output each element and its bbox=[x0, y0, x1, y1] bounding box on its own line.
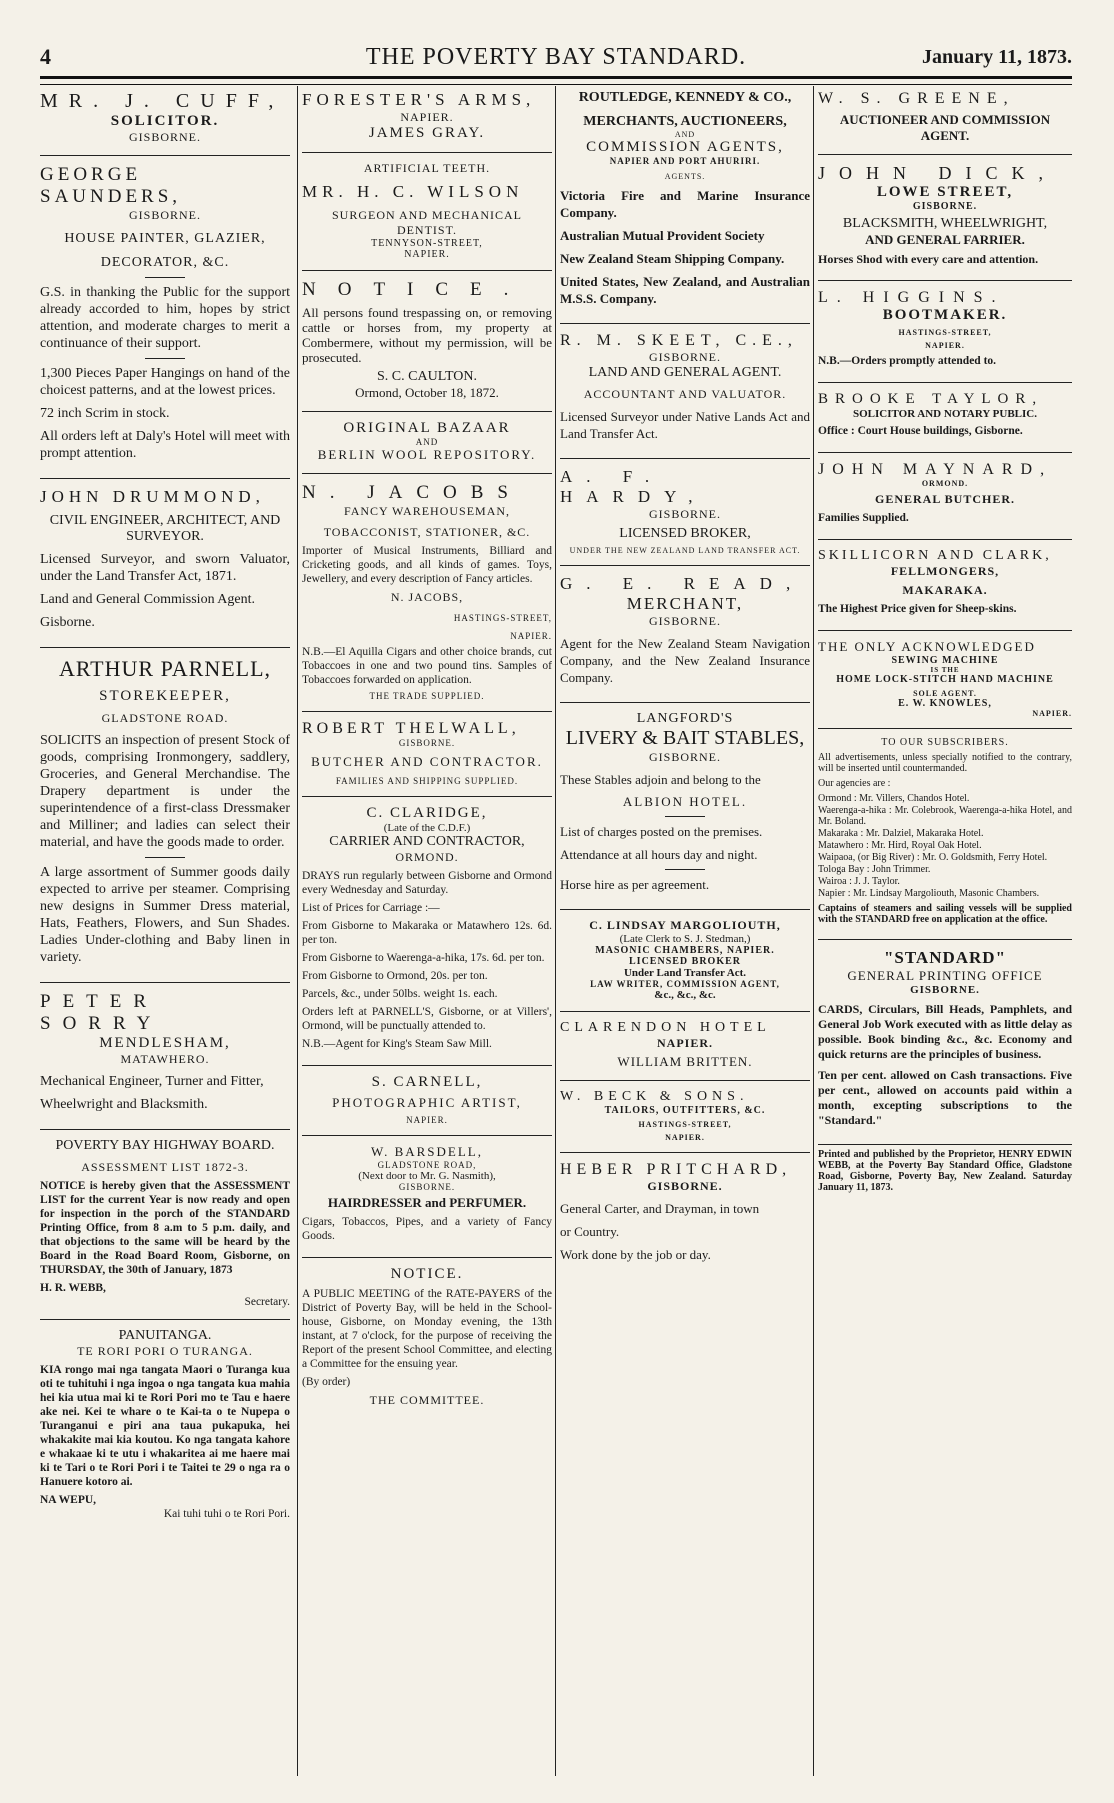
ad-street: HASTINGS-STREET, bbox=[898, 328, 992, 337]
ad-text: Agent for the New Zealand Steam Navigation Company, and the New Zealand Insurance Company. bbox=[560, 636, 810, 685]
ad-place: GLADSTONE ROAD. bbox=[101, 711, 229, 725]
ad-street: GLADSTONE ROAD, bbox=[377, 1160, 477, 1170]
ad-place: NAPIER. bbox=[400, 110, 454, 124]
ad-place: NAPIER. bbox=[510, 631, 552, 641]
ad-place: NAPIER. bbox=[656, 1036, 713, 1050]
ad-place: GISBORNE. bbox=[648, 350, 721, 364]
ad-place: GISBORNE. bbox=[648, 507, 721, 521]
column-4 bbox=[818, 86, 1072, 1776]
ad-text: SEWING MACHINE bbox=[891, 655, 999, 666]
ad-place: NAPIER. bbox=[1032, 709, 1072, 718]
ad-signer: H. R. WEBB, bbox=[40, 1282, 106, 1294]
advertiser-name: MR. J. CUFF, bbox=[40, 90, 285, 112]
advertiser-name: FORESTER'S ARMS, bbox=[302, 90, 536, 109]
advertiser-name: BROOKE TAYLOR, bbox=[818, 391, 1044, 407]
ad-note: (Next door to Mr. G. Nasmith), bbox=[358, 1170, 496, 1182]
agency-entry: Wairoa : J. J. Taylor. bbox=[818, 876, 900, 887]
ad-hardy bbox=[560, 463, 810, 561]
ad-beck bbox=[560, 1085, 810, 1148]
ad-heading: ORIGINAL BAZAAR bbox=[343, 420, 511, 436]
ad-role: SOLICITOR. bbox=[110, 113, 220, 129]
ad-signer: THE COMMITTEE. bbox=[369, 1393, 485, 1407]
ad-place: GISBORNE. bbox=[128, 208, 201, 222]
ad-subheading: ASSESSMENT LIST 1872-3. bbox=[81, 1160, 249, 1174]
ad-text: 72 inch Scrim in stock. bbox=[40, 406, 170, 421]
ad-trade: HAIRDRESSER and PERFUMER. bbox=[327, 1195, 527, 1210]
ad-role: MERCHANT, bbox=[626, 594, 744, 613]
ad-text: SOLE AGENT. bbox=[913, 689, 977, 698]
ad-text: G.S. in thanking the Public for the support already accorded to him, hopes by strict attention, and moderate charges to merit a continuance of their support. bbox=[40, 285, 290, 351]
ad-note: THE TRADE SUPPLIED. bbox=[369, 691, 485, 701]
ad-role: TOBACCONIST, STATIONER, &C. bbox=[323, 525, 531, 539]
ad-text: IS THE bbox=[930, 666, 960, 674]
ad-signer: N. JACOBS, bbox=[390, 590, 464, 604]
ad-role: MERCHANTS, AUCTIONEERS, bbox=[583, 114, 787, 129]
ad-office: MASONIC CHAMBERS, NAPIER. bbox=[595, 945, 775, 956]
advertiser-name: JOHN MAYNARD, bbox=[818, 461, 1053, 478]
advertiser-name: W. BARSDELL, bbox=[371, 1144, 483, 1159]
ad-place: NAPIER. bbox=[925, 341, 965, 350]
ad-place: NAPIER. bbox=[404, 249, 450, 260]
ad-taylor bbox=[818, 387, 1072, 448]
ad-note: (By order) bbox=[302, 1376, 351, 1388]
ad-clarendon bbox=[560, 1016, 810, 1076]
advertiser-name: A. F. HARDY, bbox=[560, 467, 707, 506]
ad-role: FELLMONGERS, bbox=[890, 564, 1000, 578]
ad-heading: GENERAL PRINTING OFFICE bbox=[847, 968, 1043, 983]
notice-subscribers bbox=[818, 733, 1072, 935]
ad-role: ACCOUNTANT AND VALUATOR. bbox=[583, 387, 787, 401]
ad-note: The Highest Price given for Sheep-skins. bbox=[818, 603, 1017, 615]
ad-text: A PUBLIC MEETING of the RATE-PAYERS of the District of Poverty Bay, will be held in the School-house, Gisborne, on Monday evening, the 13th instant, at 7 o'clock, for the purpose of receiving the Report of the present School Committee, and electing a Committee for the ensuing year. bbox=[302, 1288, 552, 1370]
advertiser-name: LANGFORD'S bbox=[636, 711, 734, 726]
ad-note: Under Land Transfer Act. bbox=[623, 967, 747, 979]
column-divider bbox=[813, 86, 814, 1776]
ad-heading: "STANDARD" bbox=[883, 948, 1007, 967]
agency-entry: Ormond : Mr. Villers, Chandos Hotel. bbox=[818, 793, 970, 804]
ad-text: Licensed Surveyor under Native Lands Act and Land Transfer Act. bbox=[560, 409, 810, 441]
ad-heading: LIVERY & BAIT STABLES, bbox=[565, 727, 805, 749]
ad-cuff bbox=[40, 86, 290, 151]
ad-note: (Late of the C.D.F.) bbox=[383, 822, 471, 834]
advertiser-name: R. M. SKEET, C.E., bbox=[560, 332, 798, 349]
advertiser-name: HEBER PRITCHARD, bbox=[560, 1161, 792, 1178]
ad-text: Work done by the job or day. bbox=[560, 1247, 711, 1262]
advertiser-name: ROUTLEDGE, KENNEDY & CO., bbox=[578, 90, 792, 105]
ad-heading: BERLIN WOOL REPOSITORY. bbox=[317, 447, 537, 462]
ad-jacobs bbox=[302, 478, 552, 707]
ad-text: All orders left at Daly's Hotel will meet with prompt attention. bbox=[40, 429, 290, 461]
ad-and: AND bbox=[674, 130, 696, 139]
ad-price: From Gisborne to Waerenga-a-hika, 17s. 6d. per ton. bbox=[302, 952, 545, 964]
advertiser-name: C. CLARIDGE, bbox=[366, 805, 488, 821]
ad-text: Ten per cent. allowed on Cash transactions. Five per cent., allowed on accounts paid within a month, excepting subscriptions to the "Standard." bbox=[818, 1068, 1072, 1127]
ad-note: &c., &c., &c. bbox=[654, 989, 716, 1001]
ad-saunders bbox=[40, 160, 290, 474]
ad-drummond bbox=[40, 483, 290, 643]
printer-imprint: Printed and published by the Proprietor, HENRY EDWIN WEBB, at the Poverty Bay Standard Office, Gladstone Road, Gisborne, Poverty Bay, New Zealand. Saturday January 11, 1873. bbox=[818, 1149, 1072, 1193]
ad-street: HASTINGS-STREET, bbox=[453, 613, 552, 623]
ad-role: LAW WRITER, COMMISSION AGENT, bbox=[590, 979, 780, 989]
ad-maynard bbox=[818, 457, 1072, 535]
ad-heading: AGENTS. bbox=[664, 172, 706, 181]
ad-text: Gisborne. bbox=[40, 615, 95, 630]
ad-role: BOOTMAKER. bbox=[882, 307, 1008, 323]
column-2 bbox=[302, 86, 552, 1776]
agency-entry: Makaraka : Mr. Dalziel, Makaraka Hotel. bbox=[818, 828, 984, 839]
ad-barsdell bbox=[302, 1140, 552, 1253]
ad-role: COMMISSION AGENTS, bbox=[586, 139, 784, 155]
ad-role: GENERAL BUTCHER. bbox=[874, 492, 1016, 506]
ad-caulton-notice bbox=[302, 275, 552, 407]
agency-entry: Matawhero : Mr. Hird, Royal Oak Hotel. bbox=[818, 840, 982, 851]
ad-text: Our agencies are : bbox=[818, 778, 891, 789]
ad-heading: PANUITANGA. bbox=[118, 1328, 212, 1343]
advertiser-name: ROBERT THELWALL, bbox=[302, 720, 520, 737]
ad-text: HOME LOCK-STITCH HAND MACHINE bbox=[836, 674, 1054, 685]
ad-role: AND GENERAL FARRIER. bbox=[865, 232, 1025, 247]
ad-role: AUCTIONEER AND COMMISSION bbox=[839, 112, 1051, 127]
masthead bbox=[40, 38, 1072, 78]
ad-role: STOREKEEPER, bbox=[99, 688, 231, 704]
ad-margoliouth bbox=[560, 914, 810, 1007]
ad-place: GISBORNE. bbox=[912, 201, 978, 212]
ad-role: LICENSED BROKER bbox=[629, 956, 741, 967]
ad-text: N.B.—El Aquilla Cigars and other choice brands, cut Tobaccoes in one and two pound tins. Samples of Tobaccoes forwarded on application. bbox=[302, 646, 552, 686]
ad-note: Families Supplied. bbox=[818, 512, 909, 524]
ad-signer: NA WEPU, bbox=[40, 1494, 97, 1506]
ad-trade: HOUSE PAINTER, GLAZIER, bbox=[64, 231, 266, 246]
ad-parnell bbox=[40, 652, 290, 978]
ad-place: NAPIER. bbox=[665, 1133, 705, 1142]
ad-text: N.B.—Agent for King's Steam Saw Mill. bbox=[302, 1038, 492, 1050]
ad-note: N.B.—Orders promptly attended to. bbox=[818, 355, 997, 367]
agency-entry: Waerenga-a-hika : Mr. Colebrook, Waerenga-a-hika Hotel, and Mr. Boland. bbox=[818, 805, 1072, 827]
ad-text: List of charges posted on the premises. bbox=[560, 824, 763, 839]
ad-street: TENNYSON-STREET, bbox=[371, 238, 483, 249]
ad-price: Parcels, &c., under 50lbs. weight 1s. each. bbox=[302, 988, 498, 1000]
ad-heading: ARTIFICIAL TEETH. bbox=[363, 161, 491, 175]
ad-highway-board bbox=[40, 1134, 290, 1315]
ad-agency: United States, New Zealand, and Australian M.S.S. Company. bbox=[560, 274, 810, 306]
ad-price: From Gisborne to Makaraka or Matawhero 12s. 6d. per ton. bbox=[302, 920, 552, 946]
advertiser-name: W. S. GREENE, bbox=[818, 90, 1015, 107]
agency-entry: Napier : Mr. Lindsay Margoliouth, Masonic Chambers. bbox=[818, 888, 1040, 899]
ad-carnell bbox=[302, 1070, 552, 1131]
advertiser-name: N. JACOBS bbox=[302, 482, 522, 503]
ad-proprietor: WILLIAM BRITTEN. bbox=[617, 1054, 753, 1069]
ad-foresters-arms bbox=[302, 86, 552, 148]
ad-panuitanga bbox=[40, 1324, 290, 1527]
advertiser-name: JOHN DICK, bbox=[818, 163, 1057, 183]
ad-place: ORMOND. bbox=[921, 479, 969, 488]
ad-and: AND bbox=[415, 437, 439, 447]
ad-place: GISBORNE. bbox=[648, 750, 721, 764]
ad-agency: Victoria Fire and Marine Insurance Company. bbox=[560, 188, 810, 220]
ad-place: GISBORNE. bbox=[647, 1179, 723, 1193]
issue-date: January 11, 1873. bbox=[921, 46, 1072, 68]
ad-role: TAILORS, OUTFITTERS, &C. bbox=[604, 1105, 766, 1116]
page-title: THE POVERTY BAY STANDARD. bbox=[365, 44, 747, 70]
agency-entry: Waipaoa, (or Big River) : Mr. O. Goldsmith, Ferry Hotel. bbox=[818, 852, 1048, 863]
ad-place: ORMOND. bbox=[395, 850, 459, 864]
ad-text: These Stables adjoin and belong to the bbox=[560, 772, 761, 787]
ad-text: All advertisements, unless specially notified to the contrary, will be inserted until countermanded. bbox=[818, 752, 1072, 774]
page-number: 4 bbox=[40, 44, 51, 69]
advertiser-name: S. CARNELL, bbox=[371, 1074, 483, 1090]
ad-text: Wheelwright and Blacksmith. bbox=[40, 1097, 208, 1112]
ad-proprietor: JAMES GRAY. bbox=[368, 125, 486, 141]
ad-text: General Carter, and Drayman, in town bbox=[560, 1201, 760, 1216]
ad-text: Captains of steamers and sailing vessels will be supplied with the STANDARD free on application at the office. bbox=[818, 903, 1072, 925]
ad-text: Horses Shod with every care and attention. bbox=[818, 252, 1039, 266]
ad-role: PHOTOGRAPHIC ARTIST, bbox=[332, 1095, 522, 1110]
advertiser-name: MR. H. C. WILSON bbox=[302, 182, 524, 201]
ad-heading: NOTICE. bbox=[302, 279, 531, 300]
ad-agency: New Zealand Steam Shipping Company. bbox=[560, 251, 785, 266]
ad-signer: E. W. KNOWLES, bbox=[898, 698, 992, 709]
ad-text: All persons found trespassing on, or removing cattle or horses from, my property at Combermere, without my permission, will be prosecuted. bbox=[302, 305, 552, 365]
ad-text: Mechanical Engineer, Turner and Fitter, bbox=[40, 1074, 264, 1089]
agency-entry: Tologa Bay : John Trimmer. bbox=[818, 864, 931, 875]
advertiser-name: SKILLICORN AND CLARK, bbox=[818, 548, 1052, 563]
ad-price: From Gisborne to Ormond, 20s. per ton. bbox=[302, 970, 488, 982]
advertiser-name: G. E. READ, bbox=[560, 574, 805, 593]
ad-text: 1,300 Pieces Paper Hangings on hand of the choicest patterns, and at the lowest prices. bbox=[40, 366, 290, 398]
ad-place: MATAWHERO. bbox=[120, 1052, 210, 1066]
ad-text: KIA rongo mai nga tangata Maori o Turanga kua oti te tuhituhi i nga ingoa o nga tangata kua mahia hei kia utua mai ki te Rori Pori mo te Tau e haere ake nei. Kei te whare o te Kai-ta o te Nupepa o Turanganui e piri ana taua pukapuka, hei whakakite mai kia koutou. Ko nga tangata kahore e whakaae ki te utu i whakaritea ai me haere mai ki te Tari o te Rori Pori i te Taitei te 29 o nga ra o Hanuere kotoro ai. bbox=[40, 1364, 290, 1488]
ad-agency: Australian Mutual Provident Society bbox=[560, 228, 765, 243]
ad-trade: DECORATOR, &C. bbox=[100, 255, 230, 270]
column-divider bbox=[555, 86, 556, 1776]
ad-skillicorn bbox=[818, 544, 1072, 626]
ad-street: HASTINGS-STREET, bbox=[638, 1120, 732, 1129]
ad-text: Attendance at all hours day and night. bbox=[560, 847, 758, 862]
ad-text: SOLICITS an inspection of present Stock of goods, comprising Ironmongery, saddlery, Groceries, and General Merchandise. The Drapery department is under the superintendence of a first-class Dressmaker and Milliner; and ladies can select their material, and have the goods made to order. bbox=[40, 733, 290, 850]
advertiser-name: W. BECK & SONS. bbox=[560, 1089, 749, 1104]
ad-heading: TO OUR SUBSCRIBERS. bbox=[881, 737, 1009, 748]
ad-signer-role: Secretary. bbox=[244, 1296, 290, 1308]
ad-role: AGENT. bbox=[920, 128, 970, 143]
ad-heading: THE ONLY ACKNOWLEDGED bbox=[818, 639, 1036, 654]
ad-higgins bbox=[818, 285, 1072, 378]
ad-text: Importer of Musical Instruments, Billiard and Cricketing goods, and all kinds of games. Toys, Jewellery, and every description of Fancy articles. bbox=[302, 545, 552, 585]
ad-text: Land and General Commission Agent. bbox=[40, 592, 256, 607]
ad-note: (Late Clerk to S. J. Stedman,) bbox=[619, 933, 751, 945]
ad-sewing-machine bbox=[818, 635, 1072, 724]
ad-pritchard bbox=[560, 1157, 810, 1275]
advertiser-name: GEORGE SAUNDERS, bbox=[40, 164, 182, 207]
ad-thelwall bbox=[302, 716, 552, 792]
ad-signer-role: Kai tuhi tuhi o te Rori Pori. bbox=[163, 1508, 290, 1520]
ad-note: FAMILIES AND SHIPPING SUPPLIED. bbox=[335, 776, 519, 786]
ad-claridge bbox=[302, 801, 552, 1061]
ad-place: GISBORNE. bbox=[398, 1182, 456, 1192]
ad-subheading: TE RORI PORI O TURANGA. bbox=[77, 1344, 253, 1358]
ad-bazaar bbox=[302, 416, 552, 469]
ad-sorry bbox=[40, 987, 290, 1125]
ad-place: GISBORNE. bbox=[910, 984, 980, 996]
ad-date: Ormond, October 18, 1872. bbox=[355, 385, 499, 400]
ad-place: GISBORNE. bbox=[398, 738, 456, 748]
ad-place: MAKARAKA. bbox=[902, 583, 988, 597]
ad-place: MENDLESHAM, bbox=[99, 1035, 231, 1051]
advertiser-name: CLARENDON HOTEL bbox=[560, 1020, 771, 1035]
ad-place: GISBORNE. bbox=[648, 614, 721, 628]
ad-role: BUTCHER AND CONTRACTOR. bbox=[311, 754, 543, 769]
ad-place: NAPIER AND PORT AHURIRI. bbox=[609, 156, 761, 166]
column-1 bbox=[40, 86, 290, 1776]
ad-routledge bbox=[560, 86, 810, 319]
ad-public-meeting bbox=[302, 1262, 552, 1414]
ad-street: LOWE STREET, bbox=[876, 184, 1014, 200]
advertiser-name: C. LINDSAY MARGOLIOUTH, bbox=[589, 918, 781, 932]
ad-dick bbox=[818, 159, 1072, 276]
advertiser-name: L. HIGGINS. bbox=[818, 289, 1005, 306]
ad-text: Orders left at PARNELL'S, Gisborne, or at Villers', Ormond, will be punctually attended to. bbox=[302, 1006, 552, 1032]
ad-role: CARRIER AND CONTRACTOR, bbox=[329, 834, 525, 849]
ad-text: Horse hire as per agreement. bbox=[560, 877, 710, 892]
advertiser-name: PETER SORRY bbox=[40, 991, 163, 1034]
ad-text: List of Prices for Carriage :— bbox=[302, 902, 440, 914]
ad-heading: POVERTY BAY HIGHWAY BOARD. bbox=[55, 1138, 275, 1153]
ad-heading: NOTICE. bbox=[390, 1266, 464, 1282]
ad-role: LICENSED BROKER, bbox=[619, 526, 751, 541]
column-3 bbox=[560, 86, 810, 1776]
ad-note: UNDER THE NEW ZEALAND LAND TRANSFER ACT. bbox=[569, 546, 801, 555]
ad-skeet bbox=[560, 328, 810, 454]
column-divider bbox=[297, 86, 298, 1776]
ad-signer: S. C. CAULTON. bbox=[377, 369, 477, 384]
advertiser-name: JOHN DRUMMOND, bbox=[40, 487, 265, 506]
ad-role: LAND AND GENERAL AGENT. bbox=[588, 365, 782, 380]
ad-place: NAPIER. bbox=[406, 1115, 448, 1125]
ad-text: A large assortment of Summer goods daily expected to arrive per steamer. Comprising new designs in Summer Dress material, Hats, Feathers, Flowers, and Sun Shades. Ladies Under-clothing and Baby linen in variety. bbox=[40, 865, 290, 965]
ad-wilson bbox=[302, 157, 552, 266]
ad-role: CIVIL ENGINEER, ARCHITECT, AND SURVEYOR. bbox=[49, 513, 281, 544]
advertiser-name: ARTHUR PARNELL, bbox=[58, 656, 272, 681]
ad-role: BLACKSMITH, WHEELWRIGHT, bbox=[842, 216, 1048, 231]
ad-role: SURGEON AND MECHANICAL DENTIST. bbox=[331, 208, 522, 237]
ad-text: or Country. bbox=[560, 1224, 620, 1239]
ad-printing-office bbox=[818, 944, 1072, 1140]
ad-hotel: ALBION HOTEL. bbox=[622, 794, 748, 809]
ad-text: Licensed Surveyor, and sworn Valuator, under the Land Transfer Act, 1871. bbox=[40, 552, 290, 584]
ad-greene bbox=[818, 86, 1072, 150]
ad-place: GISBORNE. bbox=[128, 130, 201, 144]
ad-role: SOLICITOR AND NOTARY PUBLIC. bbox=[853, 408, 1037, 420]
masthead-rule bbox=[40, 76, 1072, 85]
ad-text: CARDS, Circulars, Bill Heads, Pamphlets, and General Job Work executed with as little delay as possible. Book binding &c., &c. Economy and quick returns are the principles of business. bbox=[818, 1002, 1072, 1061]
ad-langford bbox=[560, 707, 810, 905]
ad-office: Office : Court House buildings, Gisborne. bbox=[818, 425, 1023, 437]
ad-text: DRAYS run regularly between Gisborne and Ormond every Wednesday and Saturday. bbox=[302, 870, 552, 896]
ad-read bbox=[560, 570, 810, 698]
ad-text: NOTICE is hereby given that the ASSESSMENT LIST for the current Year is now ready and open for inspection in the porch of the STANDARD Printing Office, from 8 a.m to 5 p.m. daily, and that objections to the same will be heard by the Board in the Road Board Room, Gisborne, on THURSDAY, the 30th of January, 1873 bbox=[40, 1180, 290, 1276]
ad-text: Cigars, Tobaccos, Pipes, and a variety of Fancy Goods. bbox=[302, 1216, 552, 1242]
ad-role: FANCY WAREHOUSEMAN, bbox=[343, 504, 511, 518]
